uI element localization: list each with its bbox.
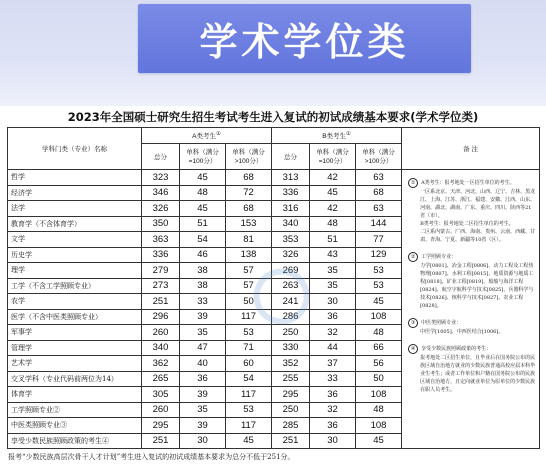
row-score-b-s100: 37 <box>310 356 356 372</box>
note-block <box>408 252 535 310</box>
header-a-single-100: 单科（满分=100分） <box>180 144 226 170</box>
banner-title: 学术学位类 <box>199 20 410 64</box>
row-subject-name: 哲学 <box>8 170 142 186</box>
row-score-a-total: 260 <box>142 402 180 418</box>
row-score-b-s150: 108 <box>356 387 402 403</box>
row-subject-name: 教育学（不含体育学） <box>8 216 142 232</box>
note-line: 报考地处二区招生单位，且毕业后在国务院公布的民族区域自治地方就业的少数民族普通高校应届本科毕业生考生；或者工作单位和户籍在国务院公布的民族区域自治地方，且定向就业单位为原单位的少数民族在职人员考生。 <box>420 355 536 393</box>
row-score-a-total: 296 <box>142 309 180 325</box>
row-score-b-s100: 48 <box>310 216 356 232</box>
note-number: ① <box>408 178 418 188</box>
row-subject-name: 文学 <box>8 232 142 248</box>
header-b-single-gt100: 单科（满分>100分） <box>356 144 402 170</box>
note-number: ④ <box>408 344 418 354</box>
row-score-a-s150: 117 <box>226 309 272 325</box>
row-score-a-s100: 39 <box>180 387 226 403</box>
score-table <box>7 127 540 449</box>
row-score-b-s150: 144 <box>356 216 402 232</box>
row-score-a-s150: 72 <box>226 185 272 201</box>
row-score-b-s100: 36 <box>310 418 356 434</box>
row-score-a-total: 346 <box>142 185 180 201</box>
row-subject-name: 工学照顾专业② <box>8 402 142 418</box>
row-score-a-total: 251 <box>142 294 180 310</box>
note-block <box>408 178 535 244</box>
row-score-a-total: 260 <box>142 325 180 341</box>
row-score-a-s150: 53 <box>226 325 272 341</box>
document-title: 2023年全国硕士研究生招生考试考生进入复试的初试成绩基本要求(学术学位类) <box>67 110 479 124</box>
row-score-b-total: 250 <box>272 325 310 341</box>
row-score-b-total: 353 <box>272 232 310 248</box>
row-score-b-s150: 108 <box>356 418 402 434</box>
row-score-b-total: 336 <box>272 185 310 201</box>
row-score-a-s100: 36 <box>180 371 226 387</box>
row-subject-name: 交叉学科（专业代码前两位为14） <box>8 371 142 387</box>
note-block <box>408 318 535 336</box>
row-subject-name: 理学 <box>8 263 142 279</box>
row-score-a-s100: 33 <box>180 294 226 310</box>
row-score-b-total: 352 <box>272 356 310 372</box>
row-score-a-total: 326 <box>142 201 180 217</box>
row-score-a-s150: 81 <box>226 232 272 248</box>
header-subject: 学科门类（专业）名称 <box>8 128 142 170</box>
row-score-a-total: 305 <box>142 387 180 403</box>
row-score-a-total: 362 <box>142 356 180 372</box>
row-score-a-total: 363 <box>142 232 180 248</box>
header-b-total: 总分 <box>272 144 310 170</box>
row-score-b-total: 286 <box>272 309 310 325</box>
row-subject-name: 中医类照顾专业③ <box>8 418 142 434</box>
row-score-a-s150: 71 <box>226 340 272 356</box>
row-score-b-s150: 53 <box>356 278 402 294</box>
row-score-a-s150: 50 <box>226 294 272 310</box>
row-score-b-s100: 35 <box>310 263 356 279</box>
row-score-a-s150: 60 <box>226 356 272 372</box>
row-score-a-s150: 153 <box>226 216 272 232</box>
row-subject-name: 军事学 <box>8 325 142 341</box>
row-score-b-s100: 42 <box>310 170 356 186</box>
row-score-a-s100: 39 <box>180 418 226 434</box>
row-score-a-s100: 47 <box>180 340 226 356</box>
row-score-b-s150: 129 <box>356 247 402 263</box>
header-zone-a <box>142 128 272 144</box>
row-score-b-s100: 43 <box>310 247 356 263</box>
row-score-b-s100: 42 <box>310 201 356 217</box>
row-score-b-s150: 63 <box>356 201 402 217</box>
row-subject-name: 工学（不含工学照顾专业） <box>8 278 142 294</box>
header-zone-b-sup: ① <box>346 130 351 137</box>
score-table-container <box>7 127 539 447</box>
row-score-a-s100: 45 <box>180 201 226 217</box>
row-score-b-s150: 108 <box>356 309 402 325</box>
row-score-a-s100: 46 <box>180 247 226 263</box>
row-score-b-total: 263 <box>272 278 310 294</box>
row-score-a-s150: 57 <box>226 263 272 279</box>
header-a-total: 总分 <box>142 144 180 170</box>
header-notes: 备 注 <box>402 128 540 170</box>
note-line: 中医类照顾专业： <box>421 320 462 326</box>
row-score-a-s100: 30 <box>180 433 226 449</box>
row-score-a-total: 279 <box>142 263 180 279</box>
header-a-single-gt100: 单科（满分>100分） <box>226 144 272 170</box>
row-subject-name: 农学 <box>8 294 142 310</box>
note-line: B类考生：报考地处二区招生单位的考生。 <box>420 221 514 227</box>
row-score-b-total: 340 <box>272 216 310 232</box>
note-line: 力学[0801]、冶金工程[0806]、动力工程及工程热物理[0807]、水利工程[0815]、地质资源与地质工程[0818]、矿业工程[0819]、船舶与海洋工程[0824]、航空宇航科学与技术[0825]、兵器科学与技术[0826]、核科学与技术[0827]、农业工程[0828]。 <box>420 263 534 309</box>
row-score-b-s150: 66 <box>356 340 402 356</box>
row-score-b-s150: 68 <box>356 185 402 201</box>
header-zone-a-label: A类考生 <box>192 133 216 141</box>
row-score-b-total: 251 <box>272 433 310 449</box>
row-score-b-s100: 30 <box>310 433 356 449</box>
table-body <box>8 170 540 449</box>
row-score-b-s150: 63 <box>356 170 402 186</box>
row-score-a-s150: 138 <box>226 247 272 263</box>
row-score-a-s100: 35 <box>180 402 226 418</box>
row-score-a-s150: 54 <box>226 371 272 387</box>
row-score-a-s150: 57 <box>226 278 272 294</box>
note-line: 一区系北京、天津、河北、山西、辽宁、吉林、黑龙江、上海、江苏、浙江、福建、安徽、江西、山东、河南、湖北、湖南、广东、重庆、四川、陕西等21省（市）。 <box>420 189 536 219</box>
row-score-b-total: 250 <box>272 402 310 418</box>
row-score-a-total: 323 <box>142 170 180 186</box>
row-score-b-s100: 36 <box>310 387 356 403</box>
row-score-b-total: 313 <box>272 170 310 186</box>
row-score-b-s100: 36 <box>310 309 356 325</box>
row-score-b-s100: 32 <box>310 325 356 341</box>
note-line: 工学照顾专业： <box>421 254 457 260</box>
notes-cell <box>402 170 540 449</box>
row-subject-name: 法学 <box>8 201 142 217</box>
row-subject-name: 管理学 <box>8 340 142 356</box>
banner <box>138 4 471 73</box>
row-score-b-s100: 35 <box>310 278 356 294</box>
row-subject-name: 享受少数民族照顾政策的考生④ <box>8 433 142 449</box>
row-score-a-s100: 38 <box>180 278 226 294</box>
row-score-b-s100: 51 <box>310 232 356 248</box>
note-line: A类考生：报考地处一区招生单位的考生。 <box>421 180 515 186</box>
row-subject-name: 艺术学 <box>8 356 142 372</box>
table-row <box>8 170 540 186</box>
row-score-b-total: 316 <box>272 201 310 217</box>
note-line: 二区系内蒙古、广西、海南、贵州、云南、西藏、甘肃、青海、宁夏、新疆等10省（区）。 <box>420 229 536 243</box>
row-score-a-s150: 68 <box>226 170 272 186</box>
row-score-b-total: 241 <box>272 294 310 310</box>
row-score-b-s100: 32 <box>310 402 356 418</box>
row-score-a-s100: 48 <box>180 185 226 201</box>
note-title <box>408 344 535 354</box>
row-score-a-s150: 45 <box>226 433 272 449</box>
row-subject-name: 医学（不含中医类照顾专业） <box>8 309 142 325</box>
row-score-a-s100: 39 <box>180 309 226 325</box>
row-score-b-total: 326 <box>272 247 310 263</box>
footnote: 报考“少数民族高层次骨干人才计划”考生进入复试的初试成绩基本要求为总分不低于251分。 <box>8 453 295 461</box>
row-score-a-s100: 40 <box>180 356 226 372</box>
row-score-a-s100: 45 <box>180 170 226 186</box>
row-score-b-s150: 77 <box>356 232 402 248</box>
row-score-b-s150: 48 <box>356 325 402 341</box>
row-score-a-s150: 117 <box>226 387 272 403</box>
header-zone-b-label: B类考生 <box>322 133 347 141</box>
row-score-a-s150: 117 <box>226 418 272 434</box>
note-title <box>408 252 535 262</box>
note-number: ② <box>408 252 418 262</box>
header-zone-a-sup: ① <box>216 130 221 137</box>
note-line: 中医学[1005]、中西医结合[1006]。 <box>420 329 504 335</box>
row-score-a-total: 336 <box>142 247 180 263</box>
note-block <box>408 344 535 394</box>
row-score-a-s150: 68 <box>226 201 272 217</box>
header-b-single-100: 单科（满分=100分） <box>310 144 356 170</box>
row-subject-name: 经济学 <box>8 185 142 201</box>
row-score-a-total: 350 <box>142 216 180 232</box>
row-score-a-total: 340 <box>142 340 180 356</box>
row-score-a-total: 265 <box>142 371 180 387</box>
row-score-a-total: 251 <box>142 433 180 449</box>
row-score-b-s150: 48 <box>356 402 402 418</box>
row-score-b-s100: 45 <box>310 185 356 201</box>
row-score-b-total: 330 <box>272 340 310 356</box>
row-score-a-total: 273 <box>142 278 180 294</box>
row-score-b-total: 269 <box>272 263 310 279</box>
row-score-a-s100: 51 <box>180 216 226 232</box>
row-score-a-s150: 53 <box>226 402 272 418</box>
row-score-b-total: 295 <box>272 387 310 403</box>
row-score-b-total: 285 <box>272 418 310 434</box>
row-score-b-s150: 56 <box>356 356 402 372</box>
row-score-a-s100: 35 <box>180 325 226 341</box>
row-score-b-s100: 33 <box>310 371 356 387</box>
row-subject-name: 历史学 <box>8 247 142 263</box>
note-number: ③ <box>408 318 418 328</box>
row-score-b-s150: 45 <box>356 294 402 310</box>
row-score-b-s150: 45 <box>356 433 402 449</box>
row-score-b-s150: 53 <box>356 263 402 279</box>
note-title <box>408 178 535 188</box>
row-score-b-total: 255 <box>272 371 310 387</box>
row-subject-name: 体育学 <box>8 387 142 403</box>
note-title <box>408 318 535 328</box>
row-score-b-s100: 30 <box>310 294 356 310</box>
note-line: 享受少数民族照顾政策的考生： <box>421 346 492 352</box>
row-score-a-s100: 54 <box>180 232 226 248</box>
row-score-a-total: 295 <box>142 418 180 434</box>
row-score-b-s100: 44 <box>310 340 356 356</box>
header-zone-b <box>272 128 402 144</box>
row-score-b-s150: 50 <box>356 371 402 387</box>
row-score-a-s100: 38 <box>180 263 226 279</box>
